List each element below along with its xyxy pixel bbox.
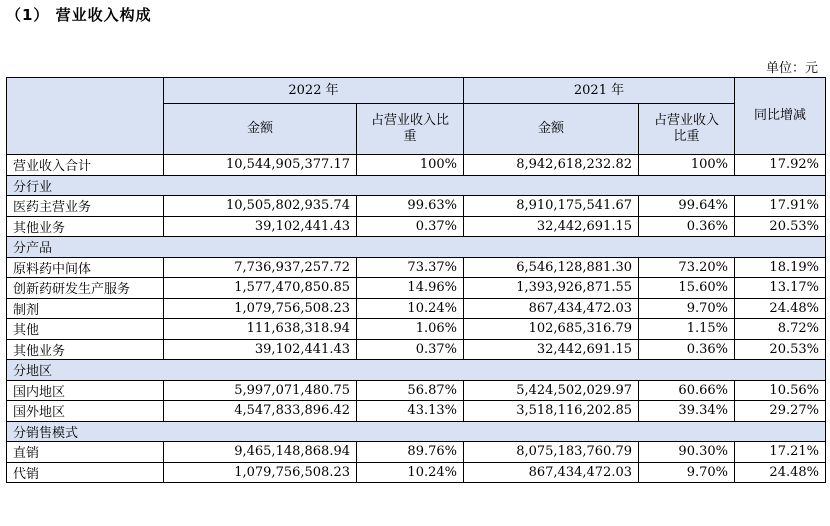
header-yoy: 同比增减	[735, 78, 826, 155]
amount-2021: 8,942,618,232.82	[464, 155, 639, 176]
ratio-2021: 9.70%	[639, 298, 735, 319]
amount-2021: 1,393,926,871.55	[464, 278, 639, 299]
section-header-row	[7, 360, 826, 381]
row-label: 其他业务	[7, 216, 164, 237]
amount-2022: 5,997,071,480.75	[164, 380, 357, 401]
header-amount-2021: 金额	[464, 104, 639, 155]
section-title: （1） 营业收入构成	[6, 6, 152, 24]
ratio-2022: 10.24%	[357, 298, 464, 319]
row-label: 国内地区	[7, 380, 164, 401]
amount-2021: 3,518,116,202.85	[464, 401, 639, 422]
ratio-2022: 0.37%	[357, 216, 464, 237]
amount-2021: 5,424,502,029.97	[464, 380, 639, 401]
ratio-2022: 43.13%	[357, 401, 464, 422]
row-label: 直销	[7, 442, 164, 463]
amount-2021: 8,075,183,760.79	[464, 442, 639, 463]
amount-2022: 1,079,756,508.23	[164, 298, 357, 319]
amount-2021: 102,685,316.79	[464, 319, 639, 340]
table-row	[7, 401, 826, 422]
ratio-2021: 0.36%	[639, 339, 735, 360]
yoy-change: 17.92%	[735, 155, 826, 176]
ratio-2022: 73.37%	[357, 257, 464, 278]
amount-2022: 4,547,833,896.42	[164, 401, 357, 422]
row-label: 代销	[7, 462, 164, 483]
ratio-2022: 89.76%	[357, 442, 464, 463]
amount-2021: 32,442,691.15	[464, 216, 639, 237]
ratio-2021: 1.15%	[639, 319, 735, 340]
table-row	[7, 339, 826, 360]
yoy-change: 13.17%	[735, 278, 826, 299]
yoy-change: 29.27%	[735, 401, 826, 422]
amount-2021: 867,434,472.03	[464, 298, 639, 319]
yoy-change: 8.72%	[735, 319, 826, 340]
ratio-2022: 10.24%	[357, 462, 464, 483]
ratio-2021: 73.20%	[639, 257, 735, 278]
amount-2022: 7,736,937,257.72	[164, 257, 357, 278]
section-header-row	[7, 175, 826, 196]
ratio-2021: 39.34%	[639, 401, 735, 422]
yoy-change: 18.19%	[735, 257, 826, 278]
row-label: 其他业务	[7, 339, 164, 360]
header-ratio-2021	[639, 104, 735, 155]
ratio-2021: 0.36%	[639, 216, 735, 237]
ratio-2021: 99.64%	[639, 196, 735, 217]
amount-2021: 32,442,691.15	[464, 339, 639, 360]
row-label: 国外地区	[7, 401, 164, 422]
amount-2022: 1,577,470,850.85	[164, 278, 357, 299]
table-row	[7, 278, 826, 299]
section-label: 分产品	[7, 237, 826, 258]
table-row	[7, 196, 826, 217]
yoy-change: 17.91%	[735, 196, 826, 217]
row-label: 制剂	[7, 298, 164, 319]
table-row	[7, 257, 826, 278]
ratio-2021: 15.60%	[639, 278, 735, 299]
section-label: 分行业	[7, 175, 826, 196]
table-row-total	[7, 155, 826, 176]
amount-2022: 1,079,756,508.23	[164, 462, 357, 483]
row-label: 营业收入合计	[7, 155, 164, 176]
header-ratio-2021-text: 占营业收入比重	[653, 113, 719, 144]
table-row	[7, 462, 826, 483]
header-ratio-2022-text: 占营业收入比重	[370, 113, 449, 144]
amount-2022: 9,465,148,868.94	[164, 442, 357, 463]
amount-2021: 8,910,175,541.67	[464, 196, 639, 217]
table-row	[7, 298, 826, 319]
section-label: 分销售模式	[7, 421, 826, 442]
yoy-change: 10.56%	[735, 380, 826, 401]
yoy-change: 24.48%	[735, 298, 826, 319]
yoy-change: 20.53%	[735, 216, 826, 237]
header-ratio-2022	[357, 104, 464, 155]
header-amount-2022: 金额	[164, 104, 357, 155]
row-label: 其他	[7, 319, 164, 340]
amount-2022: 39,102,441.43	[164, 216, 357, 237]
section-label: 分地区	[7, 360, 826, 381]
ratio-2022: 100%	[357, 155, 464, 176]
ratio-2021: 100%	[639, 155, 735, 176]
ratio-2022: 14.96%	[357, 278, 464, 299]
amount-2022: 10,505,802,935.74	[164, 196, 357, 217]
ratio-2021: 60.66%	[639, 380, 735, 401]
table-row	[7, 442, 826, 463]
table-row	[7, 319, 826, 340]
section-header-row	[7, 237, 826, 258]
amount-2022: 39,102,441.43	[164, 339, 357, 360]
amount-2022: 10,544,905,377.17	[164, 155, 357, 176]
ratio-2021: 90.30%	[639, 442, 735, 463]
header-year-2022: 2022 年	[164, 78, 464, 104]
row-label: 创新药研发生产服务	[7, 278, 164, 299]
revenue-table	[6, 77, 826, 483]
amount-2021: 867,434,472.03	[464, 462, 639, 483]
ratio-2022: 0.37%	[357, 339, 464, 360]
yoy-change: 17.21%	[735, 442, 826, 463]
ratio-2022: 99.63%	[357, 196, 464, 217]
header-empty-cell	[7, 78, 164, 155]
amount-2021: 6,546,128,881.30	[464, 257, 639, 278]
row-label: 医药主营业务	[7, 196, 164, 217]
yoy-change: 24.48%	[735, 462, 826, 483]
ratio-2022: 56.87%	[357, 380, 464, 401]
ratio-2021: 9.70%	[639, 462, 735, 483]
amount-2022: 111,638,318.94	[164, 319, 357, 340]
table-row	[7, 380, 826, 401]
ratio-2022: 1.06%	[357, 319, 464, 340]
unit-label: 单位：元	[765, 61, 818, 76]
yoy-change: 20.53%	[735, 339, 826, 360]
header-year-2021: 2021 年	[464, 78, 735, 104]
table-row	[7, 216, 826, 237]
row-label: 原料药中间体	[7, 257, 164, 278]
section-header-row	[7, 421, 826, 442]
